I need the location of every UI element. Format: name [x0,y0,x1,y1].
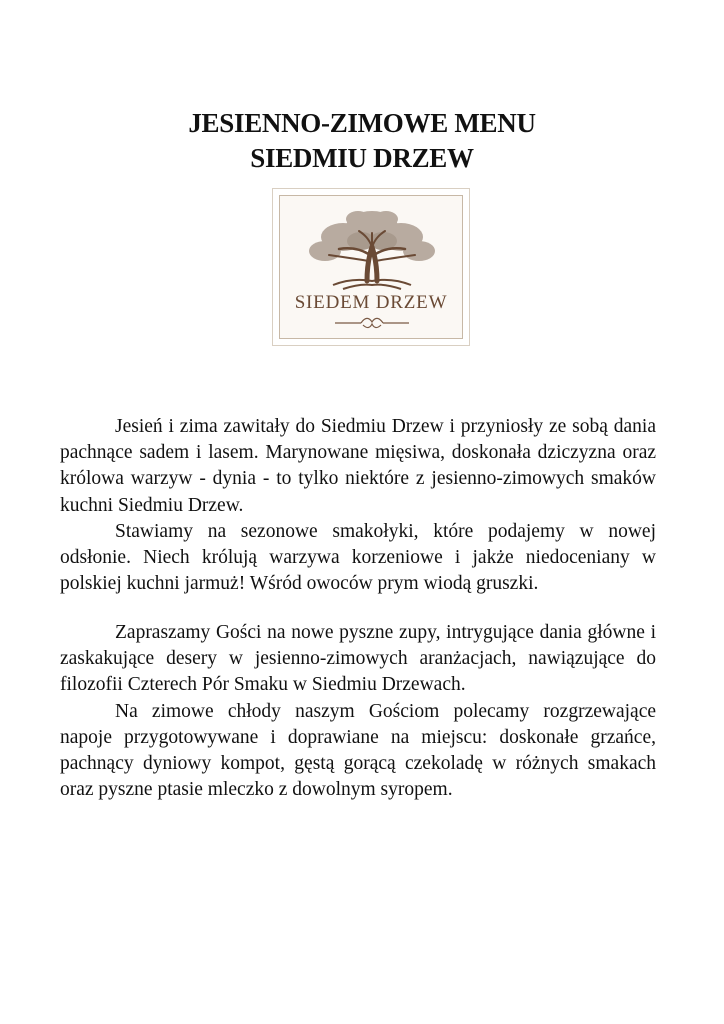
logo-text: SIEDEM DRZEW [294,292,448,313]
paragraph-2: Stawiamy na sezonowe smakołyki, które podajemy w nowej odsłonie. Niech królują warzywa korzeniowe i jakże niedoceniany w polskiej kuchni jarmuż! Wśród owoców prym wiodą gruszki. [60,520,656,595]
tree-logo-icon [273,189,471,347]
body-block-1 [60,414,656,597]
logo [272,188,470,346]
paragraph-4: Na zimowe chłody naszym Gościom polecamy rozgrzewające napoje przygotowywane i doprawiane na miejscu: doskonałe grzańce, pachnący dyniowy kompot, gęstą gorącą czekoladę w różnych smakach oraz pyszne ptasie mleczko z dowolnym syropem. [60,700,656,801]
body-block-2 [60,620,656,803]
paragraph-1: Jesień i zima zawitały do Siedmiu Drzew i przyniosły ze sobą dania pachnące sadem i lasem. Marynowane mięsiwa, doskonała dziczyzna oraz królowa warzyw - dynia - to tylko niektóre z jesienno-zimowych smaków kuchni Siedmiu Drzew. [60,416,656,516]
title-line-1: JESIENNO-ZIMOWE MENU [188,108,536,138]
paragraph-3: Zapraszamy Gości na nowe pyszne zupy, intrygujące dania główne i zaskakujące desery w jesienno-zimowych aranżacjach, nawiązujące do filozofii Czterech Pór Smaku w Siedmiu Drzewach. [60,622,656,696]
title-line-2: SIEDMIU DRZEW [250,143,474,173]
